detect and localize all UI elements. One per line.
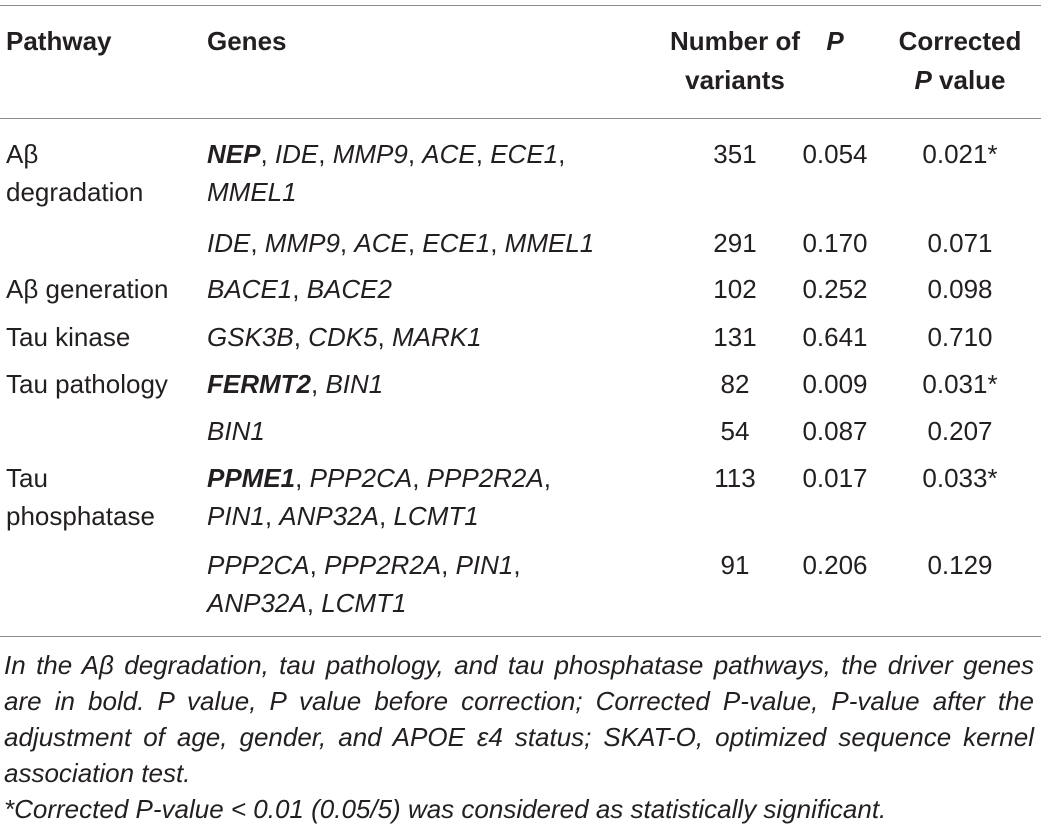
corrected-p-cell: 0.021*	[922, 139, 998, 169]
separator: ,	[558, 139, 566, 169]
gene-name: PPP2CA	[309, 463, 413, 493]
variants-cell: 82	[720, 369, 750, 399]
gene-name: PIN1	[207, 501, 265, 531]
gene-name: MARK1	[391, 322, 482, 352]
separator: ,	[543, 463, 551, 493]
p-value-cell: 0.017	[802, 463, 868, 493]
separator: ,	[513, 550, 521, 580]
gene-name: PPP2R2A	[426, 463, 544, 493]
gene-name: IDE	[207, 228, 251, 258]
genes-cell	[207, 412, 265, 450]
header-corrected-line2: P value	[914, 65, 1006, 95]
gene-name: ACE	[422, 139, 476, 169]
p-value-cell: 0.170	[802, 228, 868, 258]
genes-cell	[207, 365, 383, 403]
header-genes: Genes	[207, 26, 287, 56]
separator: ,	[264, 501, 280, 531]
gene-name: MMEL1	[504, 228, 595, 258]
corrected-p-cell: 0.033*	[922, 463, 998, 493]
table-top-rule	[0, 5, 1041, 6]
corrected-p-cell: 0.031*	[922, 369, 998, 399]
separator: ,	[318, 139, 333, 169]
gene-name: ACE	[354, 228, 408, 258]
driver-gene: NEP	[207, 139, 261, 169]
gene-name: ECE1	[490, 139, 559, 169]
header-variants-line1: Number of	[670, 26, 800, 56]
genes-cell	[207, 224, 594, 262]
separator: ,	[339, 228, 355, 258]
separator: ,	[311, 369, 326, 399]
pathway-cell: Aβ	[6, 139, 39, 169]
variants-cell: 91	[720, 550, 750, 580]
variants-cell: 131	[713, 322, 757, 352]
gene-name: ANP32A	[207, 588, 307, 618]
gene-name: LCMT1	[321, 588, 407, 618]
header-pathway: Pathway	[6, 26, 112, 56]
pathway-cell: Tau kinase	[6, 322, 131, 352]
gene-name: MMP9	[332, 139, 408, 169]
separator: ,	[293, 322, 309, 352]
genes-cell	[207, 459, 551, 497]
variants-cell: 113	[714, 463, 756, 493]
separator: ,	[407, 139, 423, 169]
genes-cell	[207, 546, 521, 584]
separator: ,	[250, 228, 265, 258]
genes-cell	[207, 135, 565, 173]
table-bottom-rule	[0, 636, 1041, 637]
header-corrected-line1: Corrected	[898, 26, 1022, 56]
gene-name: BIN1	[207, 416, 265, 446]
p-value-cell: 0.206	[802, 550, 868, 580]
genes-cell	[207, 318, 482, 356]
genes-cell	[207, 173, 297, 211]
separator: ,	[260, 139, 275, 169]
p-value-cell: 0.641	[802, 322, 868, 352]
gene-name: MMP9	[264, 228, 340, 258]
corrected-p-cell: 0.071	[927, 228, 993, 258]
p-value-cell: 0.252	[802, 274, 868, 304]
separator: ,	[377, 322, 392, 352]
gene-name: PIN1	[455, 550, 514, 580]
gene-name: BACE2	[306, 274, 392, 304]
gene-name: PPP2CA	[207, 550, 310, 580]
separator: ,	[292, 274, 307, 304]
pathway-cell: Aβ generation	[6, 274, 169, 304]
separator: ,	[309, 550, 325, 580]
separator: ,	[490, 228, 505, 258]
driver-gene: FERMT2	[207, 369, 311, 399]
separator: ,	[475, 139, 491, 169]
header-variants-line2: variants	[685, 65, 785, 95]
gene-name: BACE1	[207, 274, 293, 304]
pathway-cell: Tau	[6, 463, 48, 493]
separator: ,	[379, 501, 394, 531]
pathway-cell: phosphatase	[6, 501, 155, 531]
gene-name: GSK3B	[207, 322, 294, 352]
corrected-p-cell: 0.098	[927, 274, 993, 304]
separator: ,	[306, 588, 322, 618]
variants-cell: 351	[713, 139, 757, 169]
driver-gene: PPME1	[207, 463, 296, 493]
variants-cell: 54	[720, 416, 750, 446]
separator: ,	[407, 228, 423, 258]
corrected-p-cell: 0.129	[927, 550, 993, 580]
gene-name: MMEL1	[207, 177, 297, 207]
corrected-p-cell: 0.710	[927, 322, 993, 352]
gene-name: ECE1	[422, 228, 491, 258]
separator: ,	[295, 463, 310, 493]
table-header-rule	[0, 118, 1041, 119]
p-value-cell: 0.087	[802, 416, 868, 446]
pathway-cell: degradation	[6, 177, 144, 207]
corrected-p-cell: 0.207	[927, 416, 993, 446]
gene-name: PPP2R2A	[324, 550, 442, 580]
separator: ,	[412, 463, 427, 493]
separator: ,	[441, 550, 456, 580]
gene-name: BIN1	[325, 369, 384, 399]
genes-cell	[207, 584, 406, 622]
variants-cell: 102	[713, 274, 757, 304]
gene-name: LCMT1	[393, 501, 479, 531]
genes-cell	[207, 497, 479, 535]
table-footnote: In the Aβ degradation, tau pathology, and tau phosphatase pathways, the driver genes are in bold. P value, P value before correction; Corrected P-value, P-value after the adjustment of age, gender, and APOE ε4 status; SKAT-O, optimized sequence kernel association test.	[4, 650, 1034, 788]
gene-name: IDE	[274, 139, 319, 169]
gene-name: ANP32A	[279, 501, 379, 531]
significance-footnote: *Corrected P-value < 0.01 (0.05/5) was considered as statistically significant.	[4, 794, 887, 824]
variants-cell: 291	[713, 228, 757, 258]
p-value-cell: 0.009	[802, 369, 868, 399]
gene-name: CDK5	[308, 322, 378, 352]
genes-cell	[207, 270, 392, 308]
header-p: P	[826, 26, 844, 56]
p-value-cell: 0.054	[802, 139, 868, 169]
pathway-cell: Tau pathology	[6, 369, 168, 399]
